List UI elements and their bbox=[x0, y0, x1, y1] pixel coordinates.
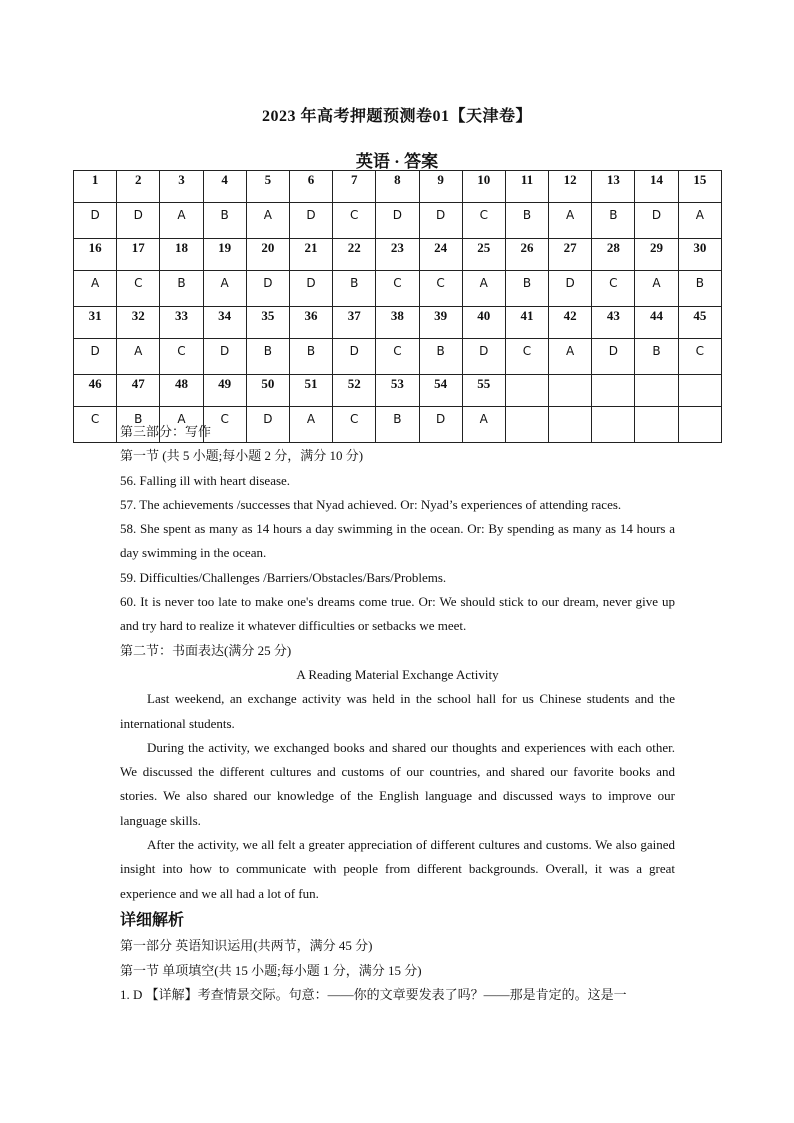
table-cell: 47 bbox=[117, 375, 160, 407]
table-cell: 6 bbox=[289, 171, 332, 203]
table-cell: D bbox=[592, 339, 635, 375]
table-cell: 17 bbox=[117, 239, 160, 271]
table-cell: D bbox=[117, 203, 160, 239]
table-cell: D bbox=[289, 271, 332, 307]
table-cell: 23 bbox=[376, 239, 419, 271]
table-cell: B bbox=[419, 339, 462, 375]
table-cell: C bbox=[74, 407, 117, 443]
table-cell: D bbox=[635, 203, 678, 239]
table-cell: 46 bbox=[74, 375, 117, 407]
table-cell: A bbox=[246, 203, 289, 239]
table-cell: A bbox=[635, 271, 678, 307]
table-cell: D bbox=[419, 203, 462, 239]
table-cell: 39 bbox=[419, 307, 462, 339]
table-cell: 15 bbox=[678, 171, 721, 203]
table-cell: 48 bbox=[160, 375, 203, 407]
essay-paragraph: After the activity, we all felt a greater appreciation of different cultures and customs. We also gained insight into how to communicate with people from different backgrounds. Overall, it was a great experience and we all had a lot of fun. bbox=[120, 837, 675, 901]
table-cell bbox=[592, 375, 635, 407]
table-cell: C bbox=[462, 203, 505, 239]
table-cell: 4 bbox=[203, 171, 246, 203]
table-cell: A bbox=[549, 339, 592, 375]
answer-57: 57. The achievements /successes that Nyad achieved. Or: Nyad’s experiences of attending races. bbox=[120, 496, 622, 512]
table-cell: C bbox=[419, 271, 462, 307]
table-cell: B bbox=[117, 407, 160, 443]
page-title: 2023 年高考押题预测卷01【天津卷】 bbox=[261, 108, 532, 125]
table-row-answers bbox=[74, 203, 722, 239]
table-cell: B bbox=[203, 203, 246, 239]
document-body bbox=[120, 420, 675, 1007]
table-cell: 9 bbox=[419, 171, 462, 203]
table-cell: C bbox=[160, 339, 203, 375]
table-cell: A bbox=[678, 203, 721, 239]
table-cell: 8 bbox=[376, 171, 419, 203]
table-cell: 30 bbox=[678, 239, 721, 271]
table-cell: D bbox=[376, 203, 419, 239]
table-cell: 2 bbox=[117, 171, 160, 203]
table-cell: D bbox=[333, 339, 376, 375]
table-cell: 53 bbox=[376, 375, 419, 407]
table-cell: B bbox=[333, 271, 376, 307]
table-cell: 40 bbox=[462, 307, 505, 339]
table-cell: A bbox=[117, 339, 160, 375]
table-cell: 38 bbox=[376, 307, 419, 339]
table-cell: D bbox=[419, 407, 462, 443]
table-cell: D bbox=[246, 271, 289, 307]
table-cell: 49 bbox=[203, 375, 246, 407]
table-cell: 24 bbox=[419, 239, 462, 271]
explanation-1: 1. D 【详解】考查情景交际。句意：——你的文章要发表了吗？——那是肯定的。这是一 bbox=[120, 986, 627, 1002]
table-cell: 10 bbox=[462, 171, 505, 203]
table-cell: 27 bbox=[549, 239, 592, 271]
part1-heading: 第一部分 英语知识运用(共两节，满分 45 分) bbox=[120, 938, 373, 954]
table-cell: 22 bbox=[333, 239, 376, 271]
table-cell: B bbox=[246, 339, 289, 375]
table-cell: A bbox=[203, 271, 246, 307]
table-cell: C bbox=[678, 339, 721, 375]
table-cell: A bbox=[160, 203, 203, 239]
table-cell: D bbox=[203, 339, 246, 375]
table-cell: D bbox=[462, 339, 505, 375]
table-cell: 1 bbox=[74, 171, 117, 203]
table-cell bbox=[505, 375, 548, 407]
part1-section1-heading: 第一节 单项填空(共 15 小题;每小题 1 分，满分 15 分) bbox=[120, 962, 422, 978]
table-cell: 14 bbox=[635, 171, 678, 203]
table-cell: 13 bbox=[592, 171, 635, 203]
page-subtitle: 英语 · 答案 bbox=[355, 152, 439, 171]
table-cell: 5 bbox=[246, 171, 289, 203]
table-cell: 3 bbox=[160, 171, 203, 203]
table-cell: 54 bbox=[419, 375, 462, 407]
table-cell: 18 bbox=[160, 239, 203, 271]
table-cell: 31 bbox=[74, 307, 117, 339]
table-row-numbers bbox=[74, 239, 722, 271]
table-cell: D bbox=[549, 271, 592, 307]
essay-paragraph: Last weekend, an exchange activity was held in the school hall for us Chinese students and the international students. bbox=[120, 691, 675, 731]
table-cell: B bbox=[376, 407, 419, 443]
table-cell: C bbox=[376, 339, 419, 375]
table-cell bbox=[549, 375, 592, 407]
table-cell: 25 bbox=[462, 239, 505, 271]
table-cell: 52 bbox=[333, 375, 376, 407]
table-cell: C bbox=[333, 407, 376, 443]
table-cell: A bbox=[549, 203, 592, 239]
table-cell: 43 bbox=[592, 307, 635, 339]
table-cell: 21 bbox=[289, 239, 332, 271]
table-cell: 55 bbox=[462, 375, 505, 407]
table-cell: 51 bbox=[289, 375, 332, 407]
table-row-numbers bbox=[74, 307, 722, 339]
table-cell: C bbox=[117, 271, 160, 307]
table-cell: C bbox=[505, 339, 548, 375]
table-cell: C bbox=[203, 407, 246, 443]
table-cell bbox=[678, 407, 721, 443]
table-cell: 32 bbox=[117, 307, 160, 339]
table-cell: C bbox=[592, 271, 635, 307]
table-cell: B bbox=[678, 271, 721, 307]
table-cell: B bbox=[289, 339, 332, 375]
essay-paragraph: During the activity, we exchanged books and shared our thoughts and experiences with each other. We discussed the different cultures and customs of our countries, and shared our favorite books and stories. We also shared our knowledge of the English language and discussed ways to improve our language skills. bbox=[120, 739, 675, 828]
table-cell: 29 bbox=[635, 239, 678, 271]
table-cell: 26 bbox=[505, 239, 548, 271]
table-cell: 42 bbox=[549, 307, 592, 339]
part3-heading: 第三部分：写作 bbox=[120, 424, 212, 439]
table-cell: 20 bbox=[246, 239, 289, 271]
section1-heading: 第一节 (共 5 小题;每小题 2 分，满分 10 分) bbox=[120, 448, 364, 464]
answer-table bbox=[73, 170, 722, 443]
table-cell: D bbox=[289, 203, 332, 239]
table-cell: D bbox=[246, 407, 289, 443]
table-cell: 50 bbox=[246, 375, 289, 407]
table-cell: B bbox=[635, 339, 678, 375]
table-cell: B bbox=[505, 203, 548, 239]
table-cell: A bbox=[462, 271, 505, 307]
table-cell: A bbox=[160, 407, 203, 443]
table-cell: C bbox=[376, 271, 419, 307]
table-cell: 35 bbox=[246, 307, 289, 339]
table-cell: 28 bbox=[592, 239, 635, 271]
analysis-heading: 详细解析 bbox=[120, 911, 185, 929]
table-cell: B bbox=[160, 271, 203, 307]
table-cell: 16 bbox=[74, 239, 117, 271]
table-cell: 34 bbox=[203, 307, 246, 339]
table-cell: A bbox=[289, 407, 332, 443]
table-cell: D bbox=[74, 203, 117, 239]
table-cell: 45 bbox=[678, 307, 721, 339]
table-row-answers bbox=[74, 271, 722, 307]
table-cell: 12 bbox=[549, 171, 592, 203]
table-row-answers bbox=[74, 339, 722, 375]
table-row-numbers bbox=[74, 375, 722, 407]
table-cell: B bbox=[505, 271, 548, 307]
table-row-numbers bbox=[74, 171, 722, 203]
table-cell: 7 bbox=[333, 171, 376, 203]
table-cell: B bbox=[592, 203, 635, 239]
table-cell: 44 bbox=[635, 307, 678, 339]
table-cell: 33 bbox=[160, 307, 203, 339]
answer-56: 56. Falling ill with heart disease. bbox=[120, 472, 291, 488]
table-cell: 19 bbox=[203, 239, 246, 271]
table-cell bbox=[635, 375, 678, 407]
section2-heading: 第二节：书面表达(满分 25 分) bbox=[120, 642, 292, 658]
table-cell: A bbox=[74, 271, 117, 307]
table-cell: 41 bbox=[505, 307, 548, 339]
table-cell: 11 bbox=[505, 171, 548, 203]
table-cell: 36 bbox=[289, 307, 332, 339]
table-cell: C bbox=[333, 203, 376, 239]
table-cell bbox=[678, 375, 721, 407]
table-cell: D bbox=[74, 339, 117, 375]
answer-60: 60. It is never too late to make one's dreams come true. Or: We should stick to our dream, never give up and try hard to realize it whatever difficulties or setbacks we meet. bbox=[120, 594, 675, 634]
answer-59: 59. Difficulties/Challenges /Barriers/Obstacles/Bars/Problems. bbox=[120, 569, 447, 585]
answer-58: 58. She spent as many as 14 hours a day swimming in the ocean. Or: By spending as many as 14 hours a day swimming in the ocean. bbox=[120, 521, 675, 561]
table-cell: A bbox=[462, 407, 505, 443]
table-cell: 37 bbox=[333, 307, 376, 339]
essay-title: A Reading Material Exchange Activity bbox=[296, 666, 499, 682]
